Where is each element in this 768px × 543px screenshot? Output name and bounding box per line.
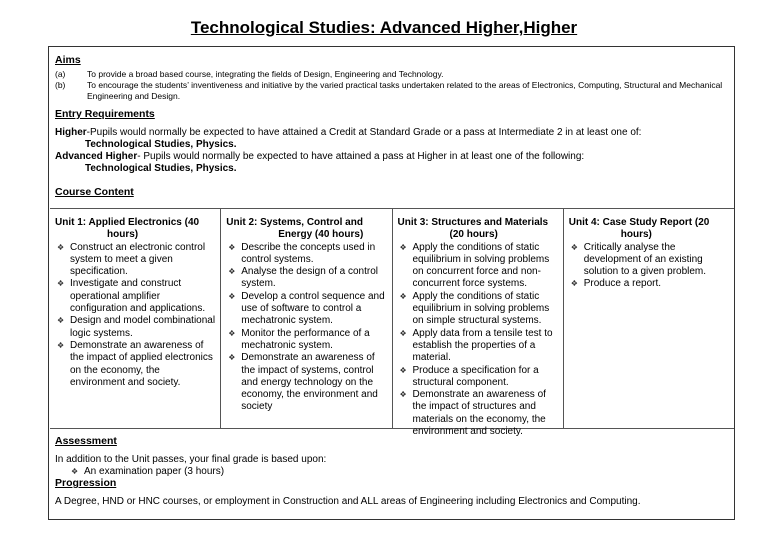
unit-title: Unit 1: Applied Electronics (40 hours) bbox=[55, 217, 200, 241]
higher-label: Higher bbox=[55, 127, 87, 138]
entry-higher bbox=[55, 127, 725, 139]
unit-3 bbox=[393, 209, 564, 438]
unit-4 bbox=[564, 209, 734, 428]
progression-text: A Degree, HND or HNC courses, or employment in Construction and ALL areas of Engineering including Electronics and Computing. bbox=[55, 496, 641, 507]
aims-text-a: To provide a broad based course, integrating the fields of Design, Engineering and Technology. bbox=[87, 69, 444, 79]
list-item: ❖ Design and model combinational logic systems. bbox=[55, 315, 216, 340]
units-table bbox=[50, 208, 734, 438]
advanced-text: - Pupils would normally be expected to have attained a pass at Higher in at least one of the following: bbox=[137, 151, 585, 162]
list-item: ❖ Demonstrate an awareness of the impact of applied electronics on the economy, the environment and society. bbox=[55, 340, 216, 389]
list-item: ❖ Apply the conditions of static equilibrium in solving problems on concurrent force and non-concurrent force systems. bbox=[398, 242, 559, 291]
unit-title: Unit 4: Case Study Report (20 hours) bbox=[568, 217, 710, 241]
entry-heading: Entry Requirements bbox=[55, 108, 155, 120]
advanced-label: Advanced Higher bbox=[55, 151, 138, 162]
list-item: ❖ Produce a specification for a structural component. bbox=[398, 365, 559, 390]
aims-text-b: To encourage the students’ inventiveness and initiative by the varied practical tasks undertaken related to the areas of Electronics, Computing, Structural and Mechanical Engineering and Design. bbox=[87, 80, 723, 101]
higher-subjects: Technological Studies, Physics. bbox=[85, 139, 237, 150]
list-item: ❖ Demonstrate an awareness of the impact of structures and materials on the economy, the environment and society. bbox=[398, 389, 559, 438]
entry-advanced bbox=[55, 151, 725, 163]
list-item: ❖ Produce a report. bbox=[569, 278, 730, 290]
assessment-text: In addition to the Unit passes, your final grade is based upon: bbox=[55, 454, 327, 465]
list-item: ❖ Investigate and construct operational amplifier configuration and applications. bbox=[55, 278, 216, 315]
unit-1 bbox=[50, 209, 221, 428]
list-item: ❖ Demonstrate an awareness of the impact of systems, control and energy technology on the economy, the environment and society bbox=[226, 352, 387, 413]
list-item: ❖ Apply data from a tensile test to establish the properties of a material. bbox=[398, 328, 559, 365]
unit-title: Unit 2: Systems, Control and Energy (40 hours) bbox=[226, 217, 364, 241]
list-item: ❖ Critically analyse the development of an existing solution to a given problem. bbox=[569, 242, 730, 279]
progression-heading: Progression bbox=[55, 477, 117, 489]
aims-label-b: (b) bbox=[55, 80, 66, 90]
list-item: ❖ Apply the conditions of static equilibrium in solving problems on simple structural systems. bbox=[398, 291, 559, 328]
list-item: ❖ Analyse the design of a control system. bbox=[226, 266, 387, 291]
list-item: ❖ Monitor the performance of a mechatronic system. bbox=[226, 328, 387, 353]
assessment-heading: Assessment bbox=[55, 435, 117, 447]
list-item: ❖ Develop a control sequence and use of software to control a mechatronic system. bbox=[226, 291, 387, 328]
page-title: Technological Studies: Advanced Higher,Higher bbox=[190, 18, 578, 37]
list-item: ❖ Construct an electronic control system to meet a given specification. bbox=[55, 242, 216, 279]
aims-label-a: (a) bbox=[55, 69, 66, 79]
course-heading: Course Content bbox=[55, 186, 134, 198]
list-item: ❖ An examination paper (3 hours) bbox=[69, 466, 224, 478]
list-item: ❖ Describe the concepts used in control systems. bbox=[226, 242, 387, 267]
course-box bbox=[48, 46, 735, 520]
aims-heading: Aims bbox=[55, 54, 81, 66]
advanced-subjects: Technological Studies, Physics. bbox=[85, 163, 237, 174]
unit-title: Unit 3: Structures and Materials (20 hours) bbox=[397, 217, 549, 241]
unit-2 bbox=[221, 209, 392, 428]
higher-text: -Pupils would normally be expected to have attained a Credit at Standard Grade or a pass at Intermediate 2 in at least one of: bbox=[86, 127, 642, 138]
